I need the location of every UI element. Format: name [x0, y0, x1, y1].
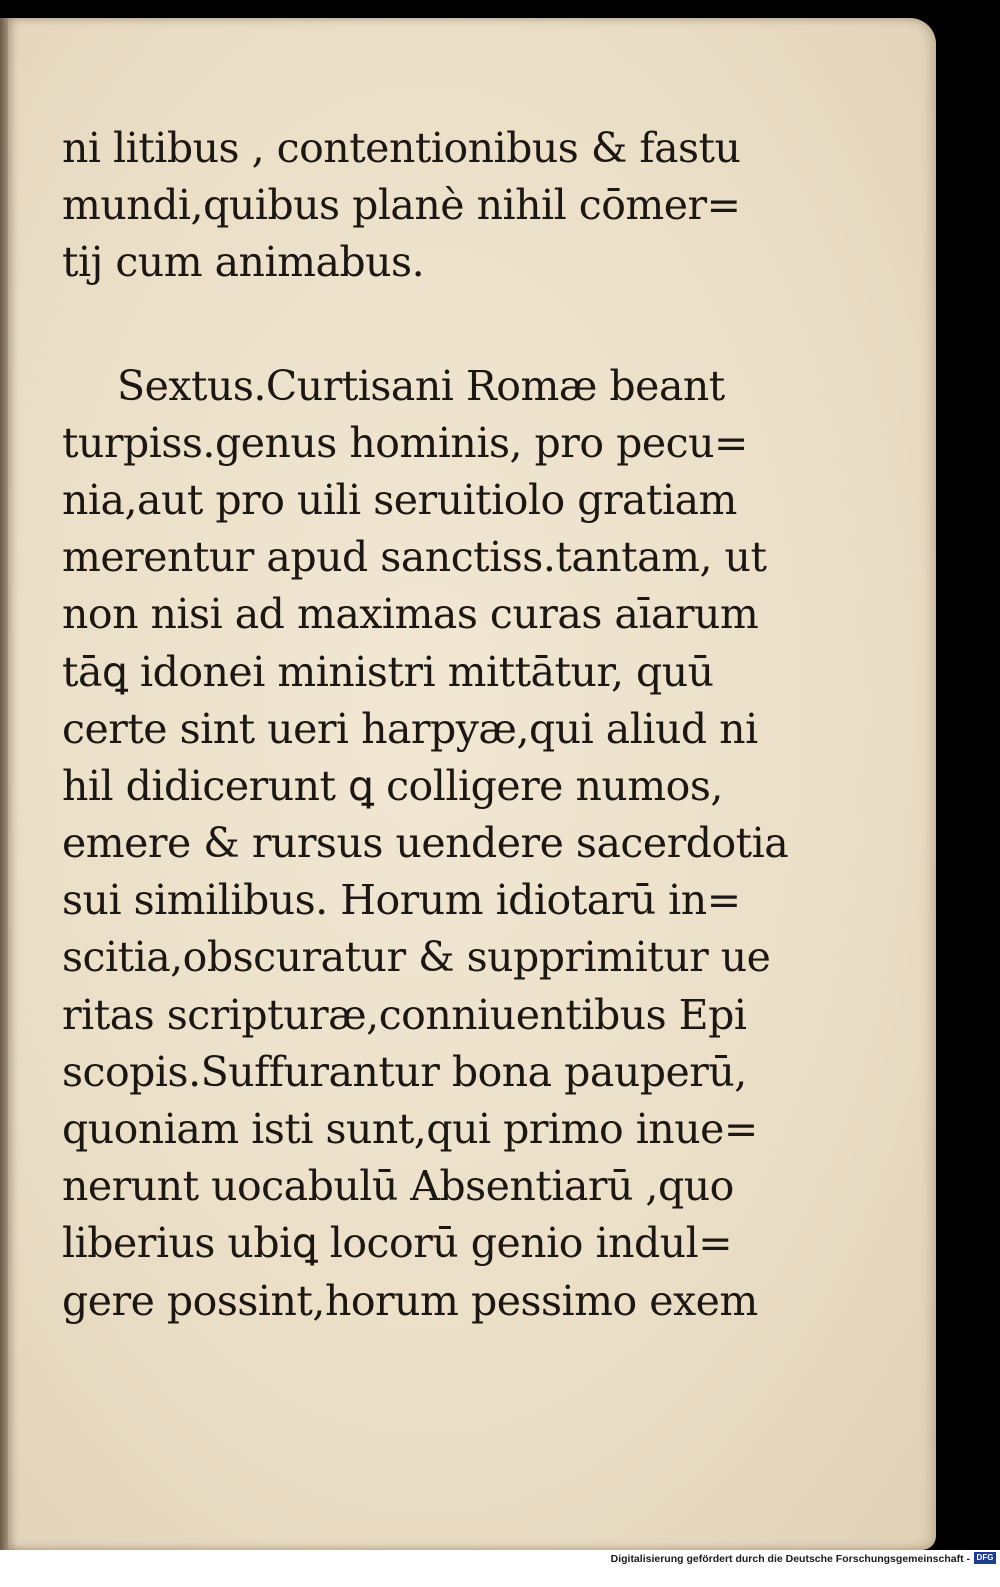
text-line: liberius ubiꝗ locorū genio indul= — [62, 1219, 733, 1268]
text-line: turpiss.genus hominis, pro pecu= — [62, 418, 748, 467]
text-block — [62, 120, 789, 1330]
text-line: hil didicerunt ꝗ colligere numos, — [62, 761, 723, 810]
paragraph-gap — [62, 292, 762, 358]
text-line: Sextus.Curtisani Romæ beant — [117, 361, 725, 410]
text-line: scopis.Suffurantur bona pauperū, — [62, 1047, 747, 1096]
text-line: emere & rursus uendere sacerdotia — [62, 819, 789, 868]
text-line: non nisi ad maximas curas aīarum — [62, 590, 759, 639]
text-line: certe sint ueri harpyæ,qui aliud ni — [62, 704, 758, 753]
text-line: merentur apud sanctiss.tantam, ut — [62, 533, 767, 582]
text-line: quoniam isti sunt,qui primo inue= — [62, 1105, 758, 1153]
text-line: sui similibus. Horum idiotarū in= — [62, 876, 741, 925]
digitization-credit: Digitalisierung gefördert durch die Deutsche Forschungsgemeinschaft - — [610, 1553, 970, 1565]
dfg-logo: DFG — [974, 1552, 996, 1564]
text-line: nia,aut pro uili seruitiolo gratiam — [62, 475, 737, 524]
text-line: tāꝗ idonei ministri mittātur, quū — [62, 647, 714, 696]
text-line: scitia,obscuratur & supprimitur ue — [62, 933, 771, 982]
text-line: nerunt uocabulū Absentiarū ,quo — [62, 1162, 734, 1211]
text-line: ritas scripturæ,conniuentibus Epi — [62, 990, 747, 1039]
text-line: tij cum animabus. — [62, 238, 425, 287]
text-line: mundi,quibus planè nihil cōmer= — [62, 181, 741, 230]
text-line: gere possint,horum pessimo exem — [62, 1276, 758, 1325]
text-line: ni litibus , contentionibus & fastu — [62, 124, 741, 172]
